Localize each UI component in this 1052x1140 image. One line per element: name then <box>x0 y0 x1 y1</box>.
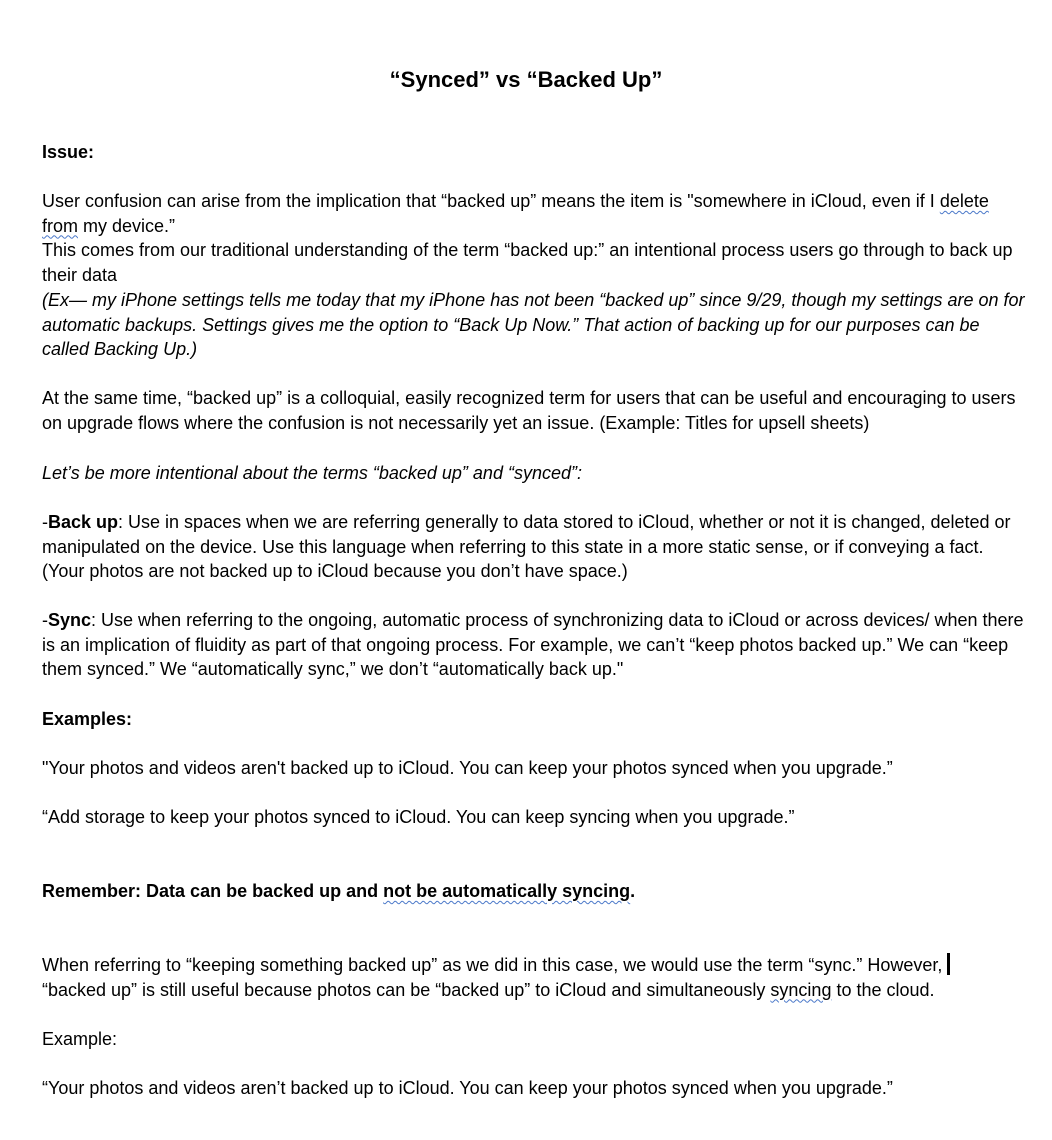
issue-p1-text: User confusion can arise from the implication that “backed up” means the item is "somewhere in iCloud, even if I <box>42 191 940 211</box>
spellcheck-flag[interactable]: delete from <box>42 191 989 236</box>
text-cursor <box>947 953 950 975</box>
referring-line-1: When referring to “keeping something backed up” as we did in this case, we would use the term “sync.” However, <box>42 955 943 975</box>
issue-paragraph-2: This comes from our traditional understanding of the term “backed up:” an intentional process users go through to back up their data <box>42 240 1013 285</box>
referring-line-2-end: to the cloud. <box>831 979 935 1000</box>
remember-period: . <box>630 881 636 901</box>
remember-line <box>42 879 1027 904</box>
sync-term: Sync <box>48 610 92 630</box>
backup-term: Back up <box>48 512 119 532</box>
example-label: Example: <box>42 1029 118 1049</box>
issue-example-italic: (Ex— my iPhone settings tells me today that my iPhone has not been “backed up” since 9/29, though my settings are on for automatic backups. Settings gives me the option to “Back Up Now.” That action of backing up for our purposes can be called Backing Up.) <box>42 290 1025 360</box>
issue-paragraph-4: At the same time, “backed up” is a colloquial, easily recognized term for users that can be useful and encouraging to users on upgrade flows where the confusion is not necessarily yet an issue. (Example: Titles for upsell sheets) <box>42 388 1016 433</box>
issue-p1-text-end: my device.” <box>78 215 176 236</box>
example-2: “Add storage to keep your photos synced to iCloud. You can keep syncing when you upgrade.” <box>42 807 795 827</box>
spellcheck-flag[interactable]: syncing <box>770 979 832 1000</box>
issue-heading: Issue: <box>42 142 95 162</box>
final-example: “Your photos and videos aren’t backed up to iCloud. You can keep your photos synced when you upgrade.” <box>42 1078 893 1098</box>
backup-text: : Use in spaces when we are referring generally to data stored to iCloud, whether or not it is changed, deleted or manipulated on the device. Use this language when referring to this state in a more static sense, or if conveying a fact. (Your photos are not backed up to iCloud because you don’t have space.) <box>42 512 1011 582</box>
page-title: “Synced” vs “Backed Up” <box>389 67 663 92</box>
backup-dash: - <box>42 512 48 532</box>
remember-text: Remember: Data can be backed up and <box>42 881 384 901</box>
spellcheck-flag[interactable]: not be automatically syncing <box>383 881 631 901</box>
issue-paragraph-1 <box>42 189 1027 238</box>
sync-dash: - <box>42 610 48 630</box>
example-1: "Your photos and videos aren't backed up to iCloud. You can keep your photos synced when you upgrade.” <box>42 758 893 778</box>
referring-paragraph <box>42 953 1027 1002</box>
sync-definition <box>42 608 1027 682</box>
referring-line-2: “backed up” is still useful because photos can be “backed up” to iCloud and simultaneously <box>42 979 771 1000</box>
intentional-terms-line: Let’s be more intentional about the terms “backed up” and “synced”: <box>42 463 582 483</box>
backup-definition <box>42 510 1027 584</box>
examples-heading: Examples: <box>42 709 133 729</box>
sync-text: : Use when referring to the ongoing, automatic process of synchronizing data to iCloud or across devices/ when there is an implication of fluidity as part of that ongoing process. For example, we can’t “keep photos backed up.” We can “keep them synced.” We “automatically sync,” we don’t “automatically back up." <box>42 610 1024 680</box>
